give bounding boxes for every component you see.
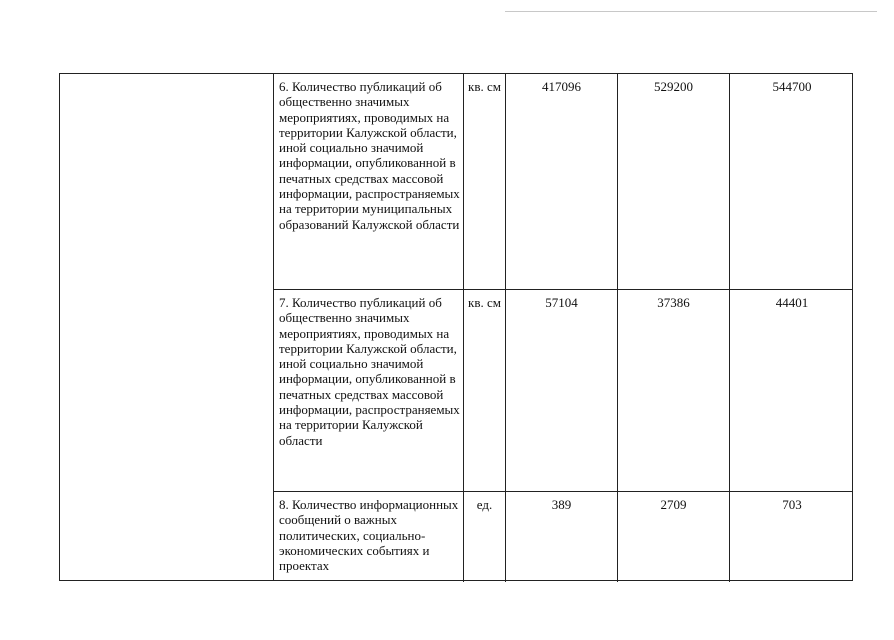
value-cell-1: 417096 [506,74,618,289]
unit-cell: ед. [464,492,506,582]
table-row [274,74,852,290]
indicator-name-cell: 6. Количество публикаций об общественно значимых мероприятиях, проводимых на территории Калужской области, иной социально значимой информации, опубликованной в печатных средствах массовой информации, распространяемых на территории муниципальных образований Калужской области [274,74,464,289]
value-cell-3: 44401 [775,295,809,310]
value-cell-1: 389 [506,492,618,582]
indicator-name-cell: 7. Количество публикаций об общественно значимых мероприятиях, проводимых на территории Калужской области, иной социально значимой информации, опубликованной в печатных средствах массовой информации, распространяемых на территории Калужской области [274,290,464,491]
value-cell-3: 703 [782,497,802,512]
unit-cell: кв. см [464,290,506,491]
value-cell-2: 529200 [618,74,730,289]
indicators-table [59,73,853,581]
value-cell-2: 37386 [618,290,730,491]
value-cell-1: 57104 [506,290,618,491]
table-row [274,290,852,492]
empty-left-column [60,74,274,580]
indicator-name-cell: 8. Количество информационных сообщений о важных политических, социально-экономических событиях и проектах [274,492,464,582]
unit-cell: кв. см [464,74,506,289]
value-cell-2: 2709 [618,492,730,582]
table-row [274,492,852,582]
scan-artifact-line [505,11,877,12]
value-cell-3: 544700 [772,79,812,94]
